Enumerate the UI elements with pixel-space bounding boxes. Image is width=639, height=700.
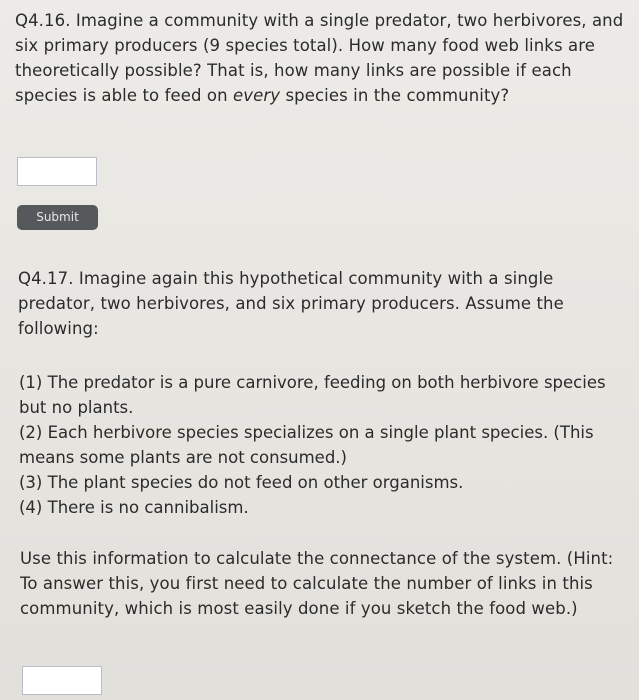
condition-4: (4) There is no cannibalism. — [19, 498, 249, 517]
condition-2: (2) Each herbivore species specializes on a single plant species. (This means some plants are not consumed.) — [19, 423, 594, 467]
question-4-17-conditions — [19, 370, 631, 520]
question-4-16-text-start: Q4.16. Imagine a community with a single predator, two herbivores, and six primary producers (9 species total). How many food web links are theoretically possible? That is, how many links are possible if each species is able to feed on — [15, 11, 624, 105]
question-4-16-text — [15, 8, 630, 108]
question-4-16-text-end: species in the community? — [280, 86, 510, 105]
question-4-16-emphasis: every — [233, 86, 281, 105]
question-4-17-answer-input[interactable] — [22, 666, 102, 695]
question-4-17-intro: Q4.17. Imagine again this hypothetical community with a single predator, two herbivores, and six primary producers. Assume the following: — [18, 269, 564, 338]
condition-3: (3) The plant species do not feed on other organisms. — [19, 473, 464, 492]
question-4-16-answer-input[interactable] — [17, 157, 97, 186]
question-4-17-task: Use this information to calculate the connectance of the system. (Hint: To answer this, you first need to calculate the number of links in this community, which is most easily done if you sketch the food web.) — [20, 549, 614, 618]
question-4-16-submit-button[interactable]: Submit — [17, 205, 98, 230]
condition-1: (1) The predator is a pure carnivore, feeding on both herbivore species but no plants. — [19, 373, 606, 417]
